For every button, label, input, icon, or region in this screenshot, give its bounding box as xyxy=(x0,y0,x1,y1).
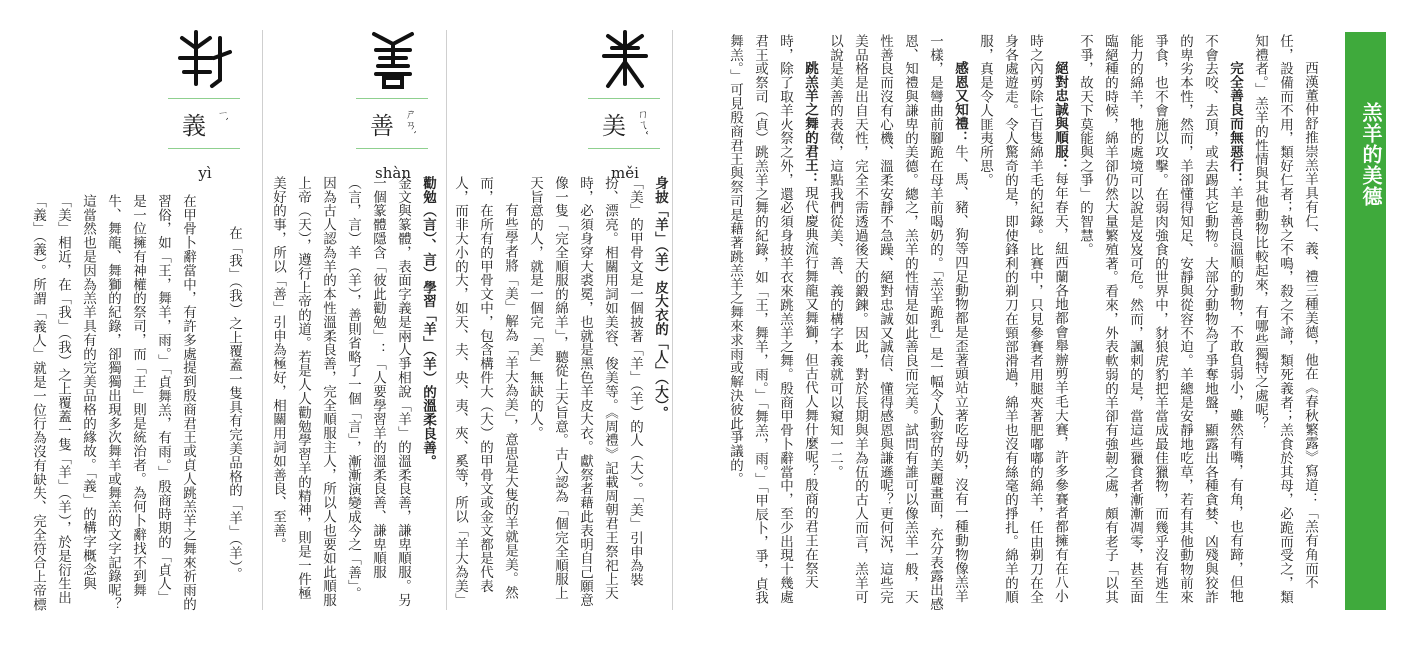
entry-zhuyin-mei: ㄇㄟˇ xyxy=(636,108,649,136)
section-4 xyxy=(722,34,822,612)
entry-mei xyxy=(588,28,662,198)
entry-char-yi: 義 xyxy=(182,112,206,140)
section-3 xyxy=(822,34,972,612)
entry-char-shan: 善 xyxy=(370,112,394,140)
section-2 xyxy=(972,34,1072,612)
oracle-glyph-shan-icon xyxy=(362,28,424,90)
entry-pinyin-shan: shàn xyxy=(375,164,411,182)
section-2-text: 每年春天，紐西蘭各地都會舉辦剪羊毛大賽，許多參賽者都擁有在八小時之內剪除七百隻綿羊毛的紀錄。比賽中，只見參賽者用腿夾著肥嘟嘟的綿羊，任由剃刀在全身各處遊走。令人驚奇的是，即使鋒利的剃刀在頸部滑過，綿羊也沒有絲毫的掙扎。綿羊的順服，真是令人匪夷所思。 xyxy=(977,34,1068,604)
entry-shan xyxy=(356,28,430,198)
section-3-text: 牛、馬、豬、狗等四足動物都是歪著頭站立著吃母奶，沒有一種動物像羔羊一樣，是彎曲前腳跪在母羊前喝奶的。「羔羊跪乳」是一幅令人動容的美麗畫面，充分表露出感恩、知禮與謙卑的美德。總之，羔羊的性情是如此善良而完美。試問有誰可以像羔羊一般，天性善良而沒有心機、溫柔安靜不急躁、絕對忠誠又誠信、懂得感恩與謙遜呢？更何況，這些完美品格是出自天性，完全不需透過後天的鍛鍊。因此，對於長期與羊為伍的古人而言，羔羊可以說是美善的表徵，這點我們從美、善、義的構字本義就可以窺知一二。 xyxy=(827,34,968,612)
main-text-column xyxy=(690,34,1322,612)
entry-zhuyin-yi: ㄧˋ xyxy=(216,108,229,123)
entry-mei-body xyxy=(452,176,672,612)
entry-mei-heading: 身披「羊」（羊）皮大衣的「人」（大）。 xyxy=(652,176,668,420)
oracle-glyph-mei-icon xyxy=(594,28,656,90)
section-1 xyxy=(1072,34,1247,612)
section-3-heading: 感恩又知禮： xyxy=(952,61,968,145)
entry-pinyin-mei: měi xyxy=(611,164,639,182)
section-4-heading: 跳羔羊之舞的君王： xyxy=(802,61,818,187)
entry-mei-paragraph-1: 「美」的甲骨文是一個披著「羊」（羊）的人（大）。「美」引申為裝扮、漂亮。相關用詞如美容、俊美等。《周禮》記載周朝君王祭祀上天時，必須身穿大裘冕，也就是黑色羊皮大衣。獻祭者藉此表明自己願意像一隻「完全順服的綿羊」，聽從上天旨意。古人認為「個完全順服上天旨意的人，就是一個完「美」無缺的人。 xyxy=(527,176,643,607)
entry-shan-body xyxy=(268,176,440,612)
entry-shan-heading: 勸勉（言）、言）學習「羊」（羊）的溫柔良善。 xyxy=(420,176,436,469)
entry-pinyin-yi: yì xyxy=(198,164,212,182)
entry-yi-paragraph-1: 在「我」（我）之上覆蓋一隻具有完美品格的「羊」（羊）。 xyxy=(226,226,242,582)
column-divider xyxy=(262,30,263,610)
entry-zhuyin-shan: ㄕㄢˋ xyxy=(404,108,417,136)
column-divider xyxy=(446,30,447,610)
entry-yi-intro xyxy=(200,226,246,612)
entry-char-mei: 美 xyxy=(602,112,626,140)
page-title: 羔羊的美德 xyxy=(1359,102,1383,207)
entry-yi-paragraph-2: 在甲骨卜辭當中，有許多處提到殷商君王或貞人跳羔羊之舞來祈雨的習俗，如「王，舞羊，雨。」「貞舞羔，有雨。」殷商時期的「貞人」是一位擁有神權的祭司，而「王」則是統治者。為何卜辭找不到舞牛、舞龍、舞獅的紀錄，卻獨獨出現多次舞羊或舞羔的文字記錄呢？這當然也是因為羔羊具有的完美品格的緣故。「義」的構字概念與「美」相近，在「我」（我）之上覆蓋一隻「羊」（羊），於是衍生出「義」（義）。所謂「義人」就是一位行為沒有缺失、完全符合上帝標 xyxy=(30,194,196,612)
entry-yi-body xyxy=(30,34,200,612)
section-1-heading: 完全善良而無惡行： xyxy=(1227,61,1243,187)
entry-shan-paragraph-1: 金文與篆體，表面字義是兩人爭相說「羊」的溫柔良善，謙卑順服。另一個篆體隱含「彼此勸勉」：「人要學習羊的溫柔良善、謙卑順服（言，言）羊（羊），善則省略了一個「言」，漸漸演變成今之「善」。因為古人認為羊的本性溫柔良善，完全順服主人，所以人也要如此順服上帝（天），遵行上帝的道。若是人人勸勉學習羊的精神，則是一件極美好的事，所以「善」引申為極好，相關用詞如善良、至善。 xyxy=(270,176,411,607)
section-4-text: 現代慶典流行舞龍又舞獅，但古代人舞什麼呢？殷商的君王在祭天時，除了取羊火祭之外，還必須身披羊衣來跳羔羊之舞。殷商甲骨卜辭當中，至少出現十幾處君王或祭司（貞）跳羔羊之舞的紀錄，如「王，舞羊，雨。」「舞羔，雨。」「甲辰卜，爭，貞我舞羔。」可見殷商君王與祭司是藉著跳羔羊之舞來求雨或解決彼此爭議的。 xyxy=(727,34,818,605)
intro-paragraph: 西漢董仲舒推崇羔羊具有仁、義、禮三種美德，他在《春秋繁露》寫道：「羔有角而不任，設備而不用，類好仁者；執之不鳴，殺之不諦，類死義者；羔食於其母，必跪而受之，類知禮者。」羔羊的性情與其他動物比較起來，有哪些獨特之處呢？ xyxy=(1252,34,1318,604)
column-divider xyxy=(672,30,673,610)
section-2-heading: 絕對忠誠與順服： xyxy=(1052,61,1068,173)
title-band xyxy=(1345,32,1386,610)
section-1-text: 羊是善良溫順的動物，不敢負弱小，雖然有嘴，有角，也有蹄，但牠不會去咬、去頂，或去踢其它動物。大部分動物為了爭奪地盤，顯露出各種貪婪、凶殘與狡詐的卑劣本性，然而，羊卻懂得知足、安靜與從容不迫。羊總是安靜地吃草，若有其他動物前來爭食，也不會施以攻擊。在弱肉強食的世界中，豺狼虎豹把羊當成最佳獵物，而幾乎沒有逃生能力的綿羊，牠的處境可以說是岌岌可危。然而，諷刺的是，當這些獵食者漸漸凋零，甚至面臨絕種的時候，綿羊卻仍然大量繁殖著。看來，外表軟弱的羊卻有強韌之處，頗有老子「以其不爭，故天下莫能與之爭」的智慧。 xyxy=(1077,34,1243,604)
entry-mei-paragraph-2: 有些學者將「美」解為「羊大為美」，意思是大隻的羊就是美。然而，在所有的甲骨文中，包含構件大（大）的甲骨文或金文都是代表人，而非大小的大，如天、夫、央、夷、夾、奚等，所以「羊大為美」 xyxy=(452,176,518,607)
